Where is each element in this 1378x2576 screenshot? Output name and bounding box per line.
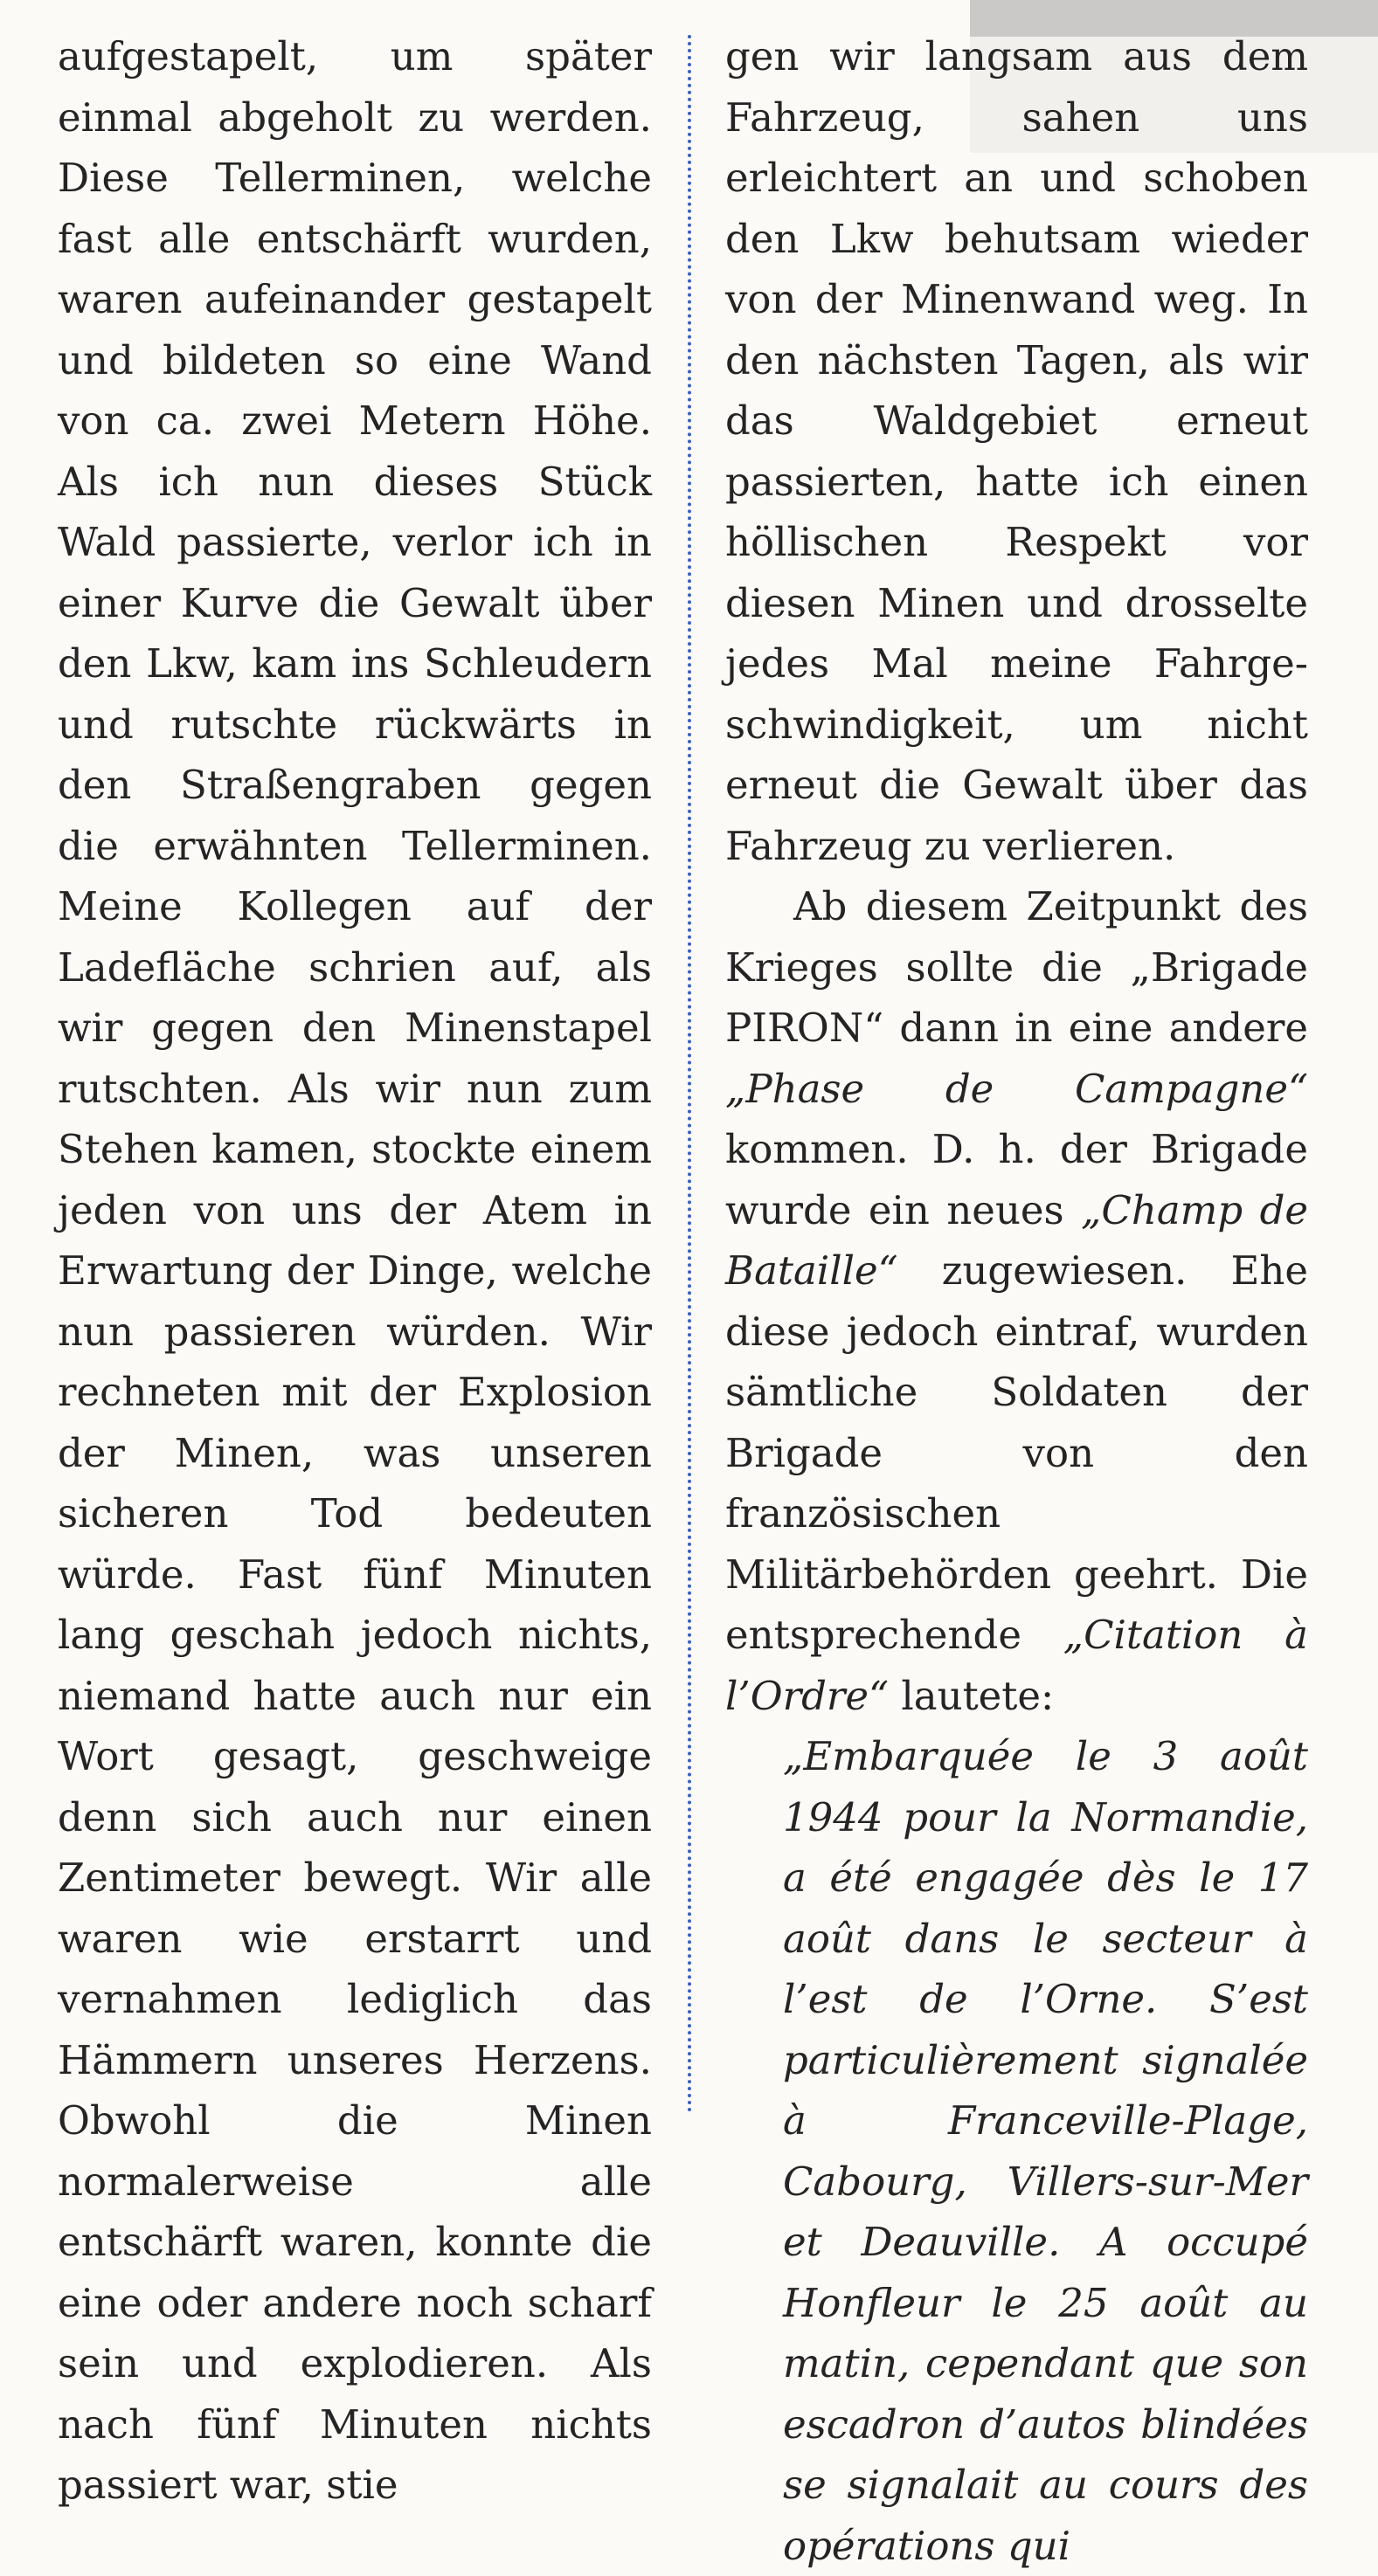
citation-quote: „Embarquée le 3 août 1944 pour la Normandie, a été engagée dès le 17 août dans le secteur à l’est de l’Orne. S’est particulièrement signalée à Franceville-Plage, Cabourg, Villers-sur-Mer et Deauville. A occupé Honfleur le 25 août au matin, cependant que son escadron d’autos blindées se signalait au cours des opérations qui [783,1733,1308,2569]
phase-de-campagne: „Phase de Campagne“ [725,1065,1308,1112]
right-text-column [725,26,1308,2576]
citation-a-l-ordre: „Citation à l’Ordre“ [725,1612,1309,1719]
paragraph-2-text-a: Ab diesem Zeitpunkt des Krieges sollte die „Brigade PIRON“ dann in eine andere [725,883,1308,1051]
column-divider [688,35,691,2114]
right-paragraph-1: gen wir langsam aus dem Fahrzeug, sahen uns erleichtert an und schoben den Lkw behutsam wieder von der Minenwand weg. In den nächsten Tagen, als wir das Waldgebiet erneut passierten, hatte ich einen höllischen Respekt vor diesen Minen und drosselte jedes Mal meine Fahrgeschwindigkeit, um nicht erneut die Gewalt über das Fahrzeug zu verlieren. [725,33,1308,869]
right-paragraph-2 [725,876,1308,1726]
paragraph-2-text-c: zugewiesen. Ehe diese jedoch eintraf, wurden sämtliche Soldaten der Brigade von den französischen Militärbehörden geehrt. Die entsprechende [725,1247,1308,1658]
paragraph-2-text-d: lautete: [889,1672,1055,1719]
paragraph-2-text-b: kommen. D. h. der Brigade wurde ein neues [725,1126,1308,1233]
left-text-column [58,26,652,2516]
champ-de-bataille: „Champ de Bataille“ [725,1186,1308,1294]
left-paragraph: aufgestapelt, um später einmal abgeholt zu werden. Diese Tellerminen, welche fast alle entschärft wurden, waren aufeinander gestapelt und bildeten so eine Wand von ca. zwei Metern Höhe. Als ich nun dieses Stück Wald passierte, verlor ich in einer Kurve die Gewalt über den Lkw, kam ins Schleudern und rutschte rückwärts in den Straßengraben gegen die erwähnten Tellerminen. Meine Kollegen auf der Ladefläche schrien auf, als wir gegen den Minenstapel rutschten. Als wir nun zum Stehen kamen, stockte einem jeden von uns der Atem in Erwartung der Dinge, welche nun passieren würden. Wir rechneten mit der Explosion der Minen, was unseren sicheren Tod bedeuten würde. Fast fünf Minuten lang geschah jedoch nichts, niemand hatte auch nur ein Wort gesagt, geschweige denn sich auch nur einen Zentimeter bewegt. Wir alle waren wie erstarrt und vernahmen lediglich das Hämmern unseres Herzens. Obwohl die Minen normalerweise alle entschärft waren, konnte die eine oder andere noch scharf sein und explodieren. Als nach fünf Minuten nichts passiert war, stie [58,33,652,2508]
